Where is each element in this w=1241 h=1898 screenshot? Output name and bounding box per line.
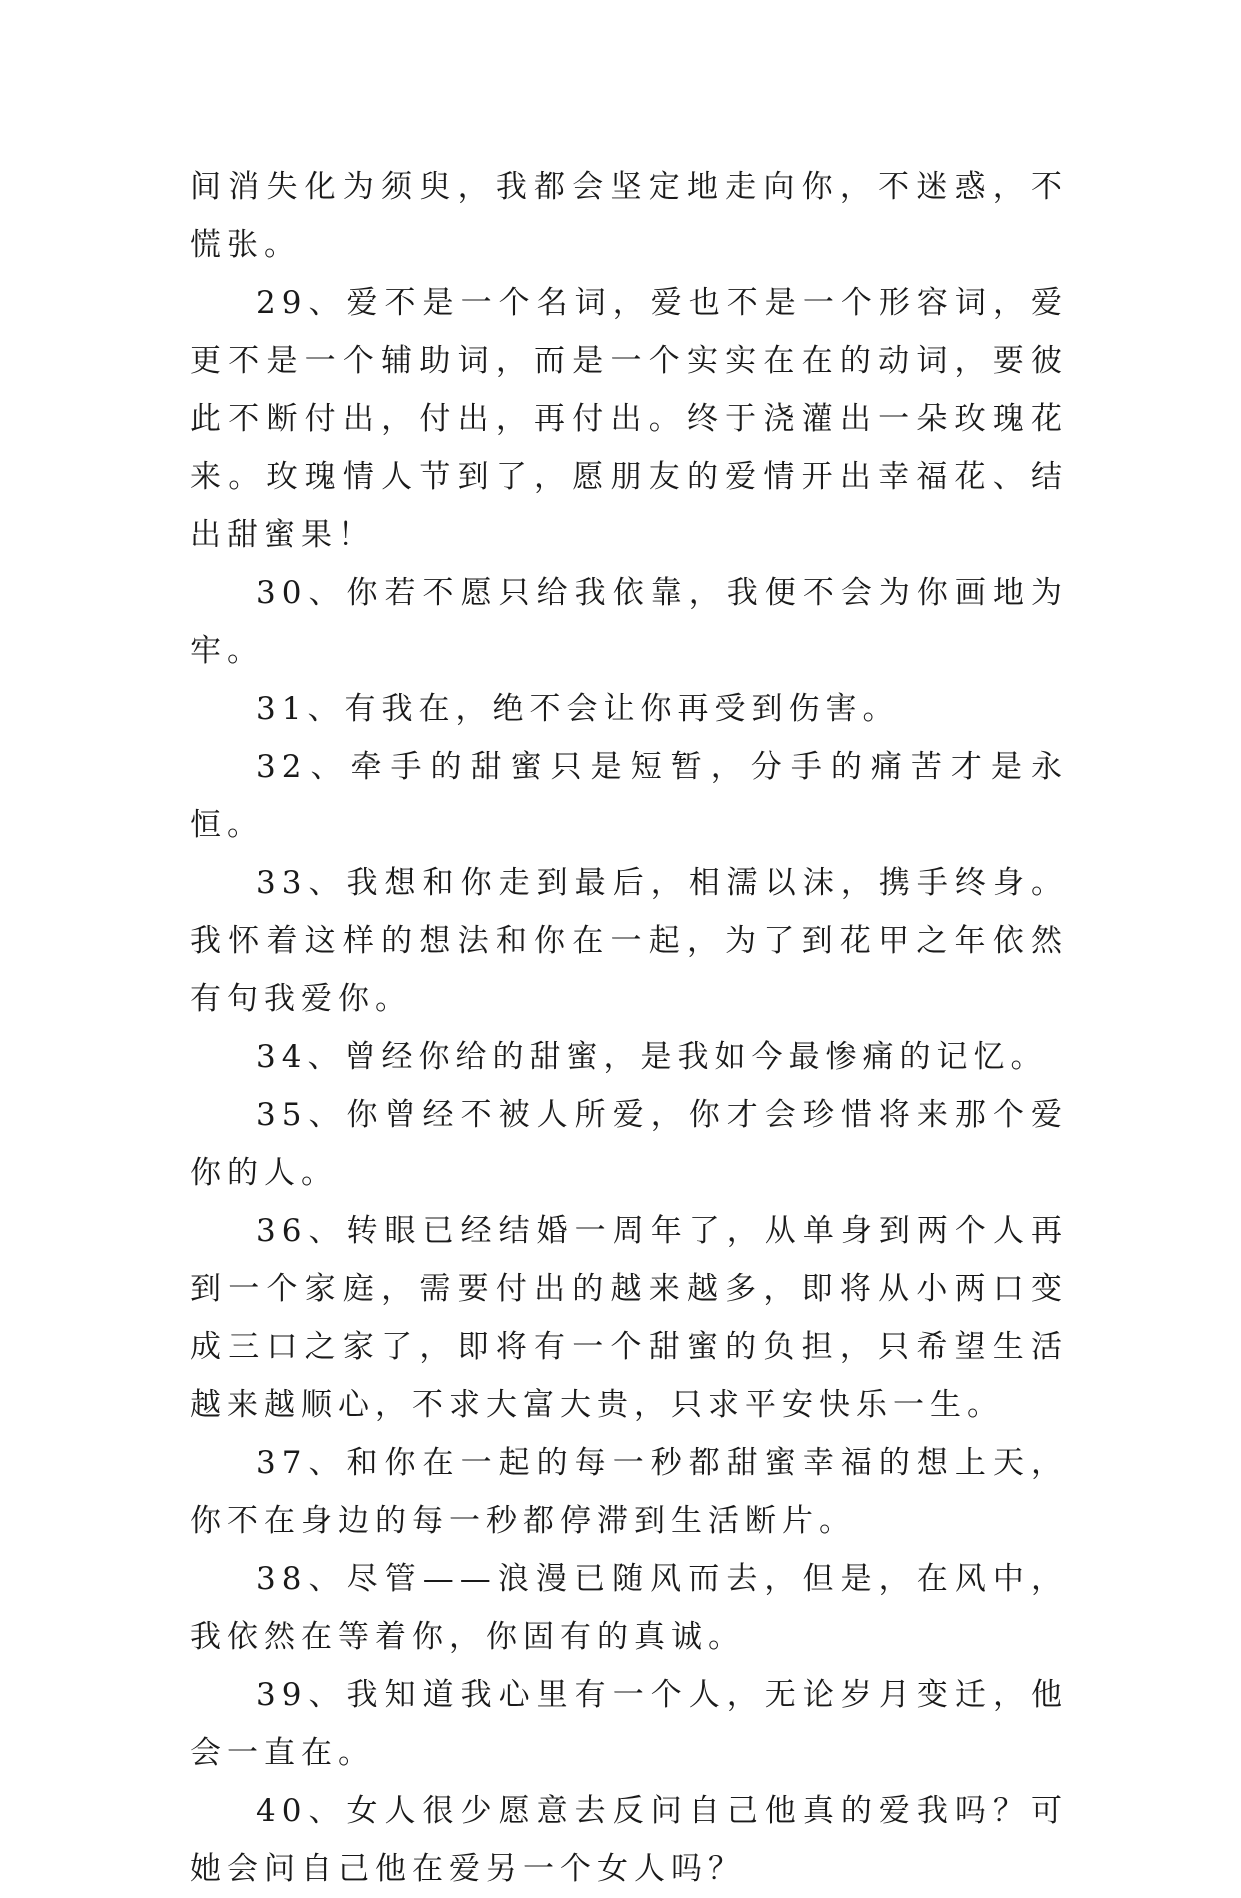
paragraph-38: 38、尽管——浪漫已随风而去，但是，在风中，我依然在等着你，你固有的真诚。 bbox=[190, 1561, 1068, 1655]
paragraph-33: 33、我想和你走到最后，相濡以沫，携手终身。我怀着这样的想法和你在一起，为了到花甲之年依然有句我爱你。 bbox=[190, 865, 1068, 1017]
paragraph-30: 30、你若不愿只给我依靠，我便不会为你画地为牢。 bbox=[190, 575, 1068, 669]
paragraph-40: 40、女人很少愿意去反问自己他真的爱我吗？可她会问自己他在爱另一个女人吗？ bbox=[190, 1793, 1068, 1887]
paragraph-29: 29、爱不是一个名词，爱也不是一个形容词，爱更不是一个辅助词，而是一个实实在在的动词，要彼此不断付出，付出，再付出。终于浇灌出一朵玫瑰花来。玫瑰情人节到了，愿朋友的爱情开出幸福花、结出甜蜜果！ bbox=[190, 285, 1068, 553]
paragraph-39: 39、我知道我心里有一个人，无论岁月变迁，他会一直在。 bbox=[190, 1677, 1068, 1771]
document-page bbox=[190, 158, 1068, 1898]
paragraph-continuation: 间消失化为须臾，我都会坚定地走向你，不迷惑，不慌张。 bbox=[190, 169, 1068, 263]
paragraph-37: 37、和你在一起的每一秒都甜蜜幸福的想上天，你不在身边的每一秒都停滞到生活断片。 bbox=[190, 1445, 1068, 1539]
paragraph-35: 35、你曾经不被人所爱，你才会珍惜将来那个爱你的人。 bbox=[190, 1097, 1068, 1191]
paragraph-31: 31、有我在，绝不会让你再受到伤害。 bbox=[256, 691, 900, 727]
paragraph-34: 34、曾经你给的甜蜜，是我如今最惨痛的记忆。 bbox=[256, 1039, 1048, 1075]
paragraph-36: 36、转眼已经结婚一周年了，从单身到两个人再到一个家庭，需要付出的越来越多，即将从小两口变成三口之家了，即将有一个甜蜜的负担，只希望生活越来越顺心，不求大富大贵，只求平安快乐一生。 bbox=[190, 1213, 1068, 1423]
paragraph-32: 32、牵手的甜蜜只是短暂，分手的痛苦才是永恒。 bbox=[190, 749, 1068, 843]
